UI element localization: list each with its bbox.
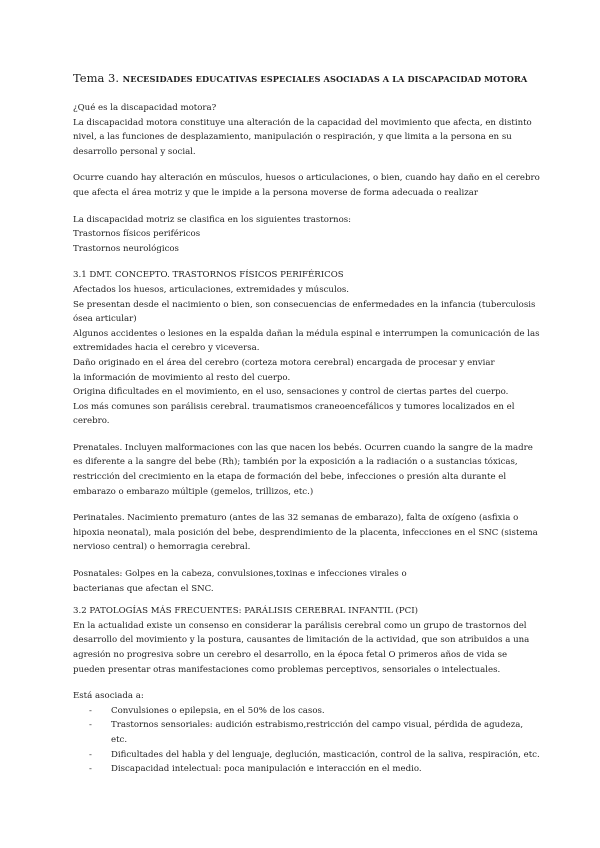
section-3-1-line: Los más comunes son parálisis cerebral. traumatismos craneoencefálicos y tumores localizados en el cerebro. [73, 401, 515, 427]
section-3-2-heading: 3.2 PATOLOGÍAS MÁS FRECUENTES: PARÁLISIS CEREBRAL INFANTIL (PCI) [73, 606, 418, 617]
cause-paragraph: Ocurre cuando hay alteración en músculos, huesos o articulaciones, o bien, cuando hay daño en el cerebro que afecta el área motriz y que le impide a la persona moverse de forma adecuada o realizar [73, 173, 540, 198]
document-title [73, 70, 540, 87]
section-3-1-line: Daño originado en el área del cerebro (corteza motora cerebral) encargada de procesar y enviar [73, 357, 495, 368]
list-item: - Discapacidad intelectual: poca manipulación e interacción en el medio. [89, 762, 540, 777]
section-3-1-line: Se presentan desde el nacimiento o bien, son consecuencias de enfermedades en la infancia (tuberculosis ósea articular) [73, 299, 536, 325]
section-3-1-line: la información de movimiento al resto del cuerpo. [73, 372, 291, 383]
classification-intro: La discapacidad motriz se clasifica en los siguientes trastornos: [73, 214, 352, 225]
classification-item-peripheral: Trastornos físicos periféricos [73, 229, 201, 240]
section-3-1-line: Algunos accidentes o lesiones en la espalda dañan la médula espinal e interrumpen la comunicación de las extremidades hacia el cerebro y viceversa. [73, 328, 540, 354]
list-item: - Trastornos sensoriales: audición estrabismo,restricción del campo visual, pérdida de agudeza, etc. [89, 718, 540, 747]
list-item: - Convulsiones o epilepsia, en el 50% de los casos. [89, 704, 540, 719]
associated-heading: Está asociada a: [73, 691, 144, 702]
associated-list [73, 704, 540, 777]
section-3-1-heading: 3.1 DMT. CONCEPTO. TRASTORNOS FÍSICOS PERIFÉRICOS [73, 270, 344, 281]
section-3-1-line: Origina dificultades en el movimiento, en el uso, sensaciones y control de ciertas partes del cuerpo. [73, 387, 509, 398]
title-number: Tema 3. [73, 71, 119, 85]
posnatal-line: Posnatales: Golpes en la cabeza, convulsiones,toxinas e infecciones virales o [73, 569, 407, 580]
list-item: - Dificultades del habla y del lenguaje, deglución, masticación, control de la saliva, respiración, etc. [89, 748, 540, 763]
question-heading: ¿Qué es la discapacidad motora? [73, 103, 217, 113]
prenatal-paragraph: Prenatales. Incluyen malformaciones con las que nacen los bebés. Ocurren cuando la sangre de la madre es diferente a la sangre del bebe (Rh); también por la exposición a la radiación o a sustancias tóxicas, restricción del crecimiento en la etapa de formación del bebe, infecciones o presión alta durante el embarazo o embarazo múltiple (gemelos, trillizos, etc.) [73, 442, 533, 497]
definition-paragraph: La discapacidad motora constituye una alteración de la capacidad del movimiento que afecta, en distinto nivel, a las funciones de desplazamiento, manipulación o respiración, y que limita a la persona en su desarrollo personal y social. [73, 117, 532, 157]
section-3-1-line: Afectados los huesos, articulaciones, extremidades y músculos. [73, 284, 350, 295]
perinatal-paragraph: Perinatales. Nacimiento prematuro (antes de las 32 semanas de embarazo), falta de oxígeno (asfixia o hipoxia neonatal), mala posición del bebe, desprendimiento de la placenta, infecciones en el SNC (sistema nervioso central) o hemorragia cerebral. [73, 513, 538, 553]
title-text: NECESIDADES EDUCATIVAS ESPECIALES ASOCIADAS A LA DISCAPACIDAD MOTORA [122, 74, 528, 84]
classification-item-neurological: Trastornos neurológicos [73, 243, 179, 254]
section-3-2-paragraph: En la actualidad existe un consenso en considerar la parálisis cerebral como un grupo de trastornos del desarrollo del movimiento y la postura, causantes de limitación de la actividad, que son atribuidos a una agresión no progresiva sobre un cerebro el desarrollo, en la época fetal O primeros años de vida se pueden presentar otras manifestaciones como problemas perceptivos, sensoriales o intelectuales. [73, 620, 530, 675]
posnatal-line: bacterianas que afectan el SNC. [73, 583, 214, 594]
